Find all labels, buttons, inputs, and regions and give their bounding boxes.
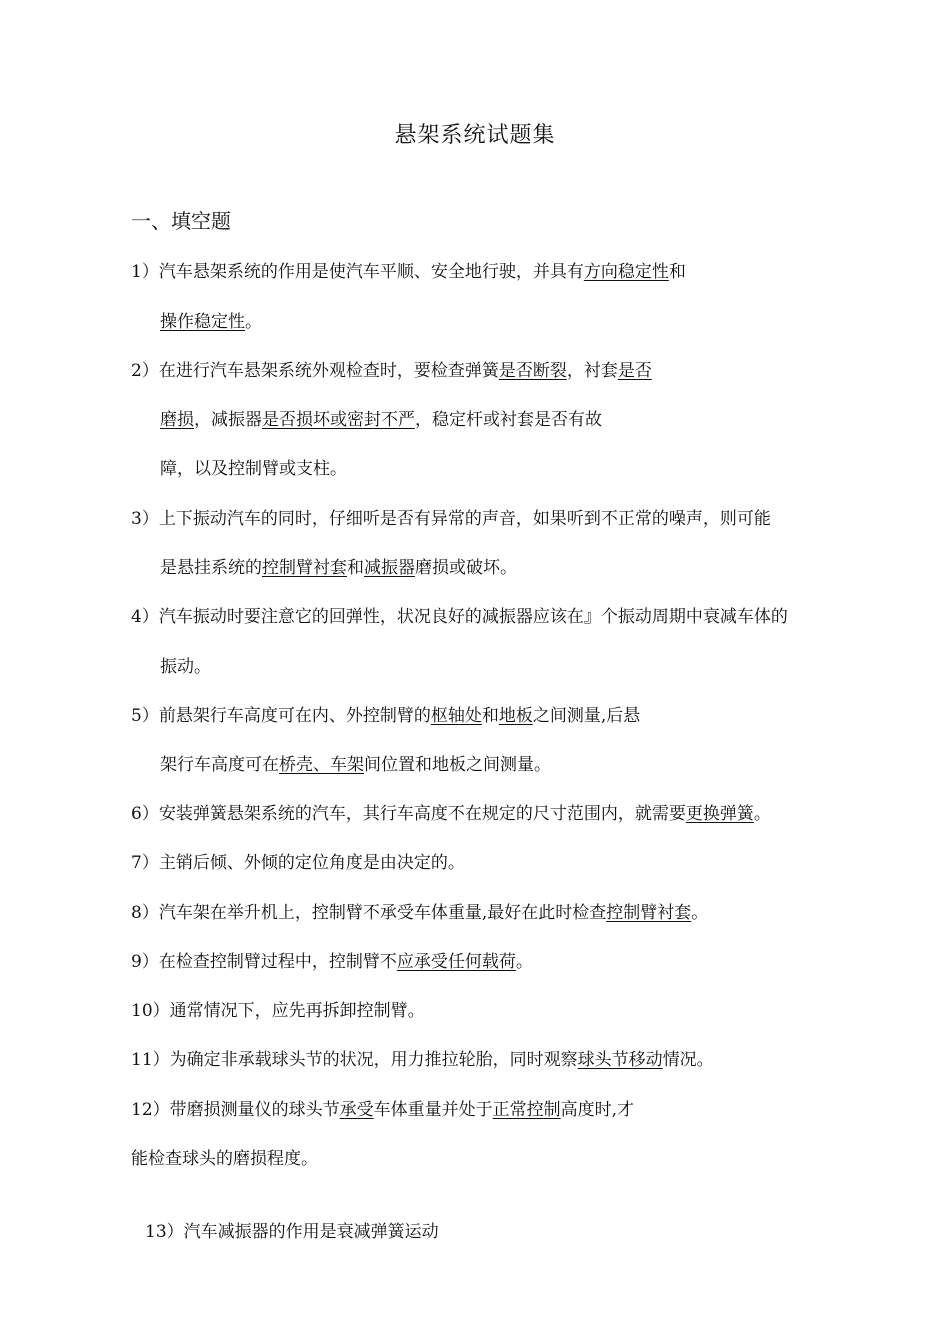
answer-underlined: 磨损 — [160, 410, 194, 430]
text-segment: 13）汽车减振器的作用是衰减弹簧运动 — [145, 1222, 439, 1242]
text-segment: 和 — [668, 262, 686, 282]
text-line — [131, 999, 425, 1023]
answer-underlined: 应承受任何载荷 — [396, 952, 516, 972]
text-line — [131, 1048, 714, 1072]
text-segment: 1）汽车悬架系统的作用是使汽车平顺、安全地行驶，并具有 — [131, 262, 584, 282]
text-line — [131, 359, 652, 383]
text-line — [131, 507, 771, 531]
text-segment: 6）安装弹簧悬架系统的汽车，其行车高度不在规定的尺寸范围内，就需要 — [131, 804, 686, 824]
text-segment: 间位置和地板之间测量。 — [364, 755, 551, 775]
text-segment: 车体重量并处于 — [373, 1100, 493, 1120]
text-segment: 。 — [245, 312, 262, 332]
answer-underlined: 控制臂衬套 — [606, 903, 692, 923]
text-segment: 。 — [753, 804, 771, 824]
text-line — [131, 950, 533, 974]
answer-underlined: 是否损坏或密封不严 — [262, 410, 415, 430]
text-line — [131, 901, 708, 925]
text-segment: 11）为确定非承载球头节的状况，用力推拉轮胎，同时观察 — [131, 1050, 578, 1070]
text-line — [131, 851, 465, 875]
answer-underlined: 球头节移动 — [577, 1050, 663, 1070]
text-segment: 振动。 — [160, 657, 211, 677]
text-segment: 高度时,才 — [560, 1100, 635, 1120]
text-segment: 情况。 — [662, 1050, 714, 1070]
answer-underlined: 正常控制 — [492, 1100, 561, 1120]
text-line — [160, 408, 602, 432]
answer-underlined: 是否断裂 — [498, 361, 567, 381]
answer-underlined: 承受 — [339, 1100, 374, 1120]
text-segment: 能检查球头的磨损程度。 — [131, 1149, 318, 1169]
text-line — [131, 260, 686, 284]
text-segment: ，减振器 — [194, 410, 262, 430]
text-segment: 4）汽车振动时要注意它的回弹性，状况良好的减振器应该在』个振动周期中衰减车体的 — [131, 607, 788, 627]
text-line — [131, 1098, 634, 1122]
answer-underlined: 更换弹簧 — [685, 804, 754, 824]
answer-underlined: 桥壳、车架 — [279, 755, 364, 775]
text-segment: 磨损或破坏。 — [415, 558, 517, 578]
section-heading: 一、填空题 — [131, 209, 231, 233]
text-segment: 7）主销后倾、外倾的定位角度是由决定的。 — [131, 853, 465, 873]
text-segment: 10）通常情况下，应先再拆卸控制臂。 — [131, 1001, 425, 1021]
answer-underlined: 枢轴处 — [430, 706, 482, 726]
text-segment: ，稳定杆或衬套是否有故 — [415, 410, 602, 430]
text-line — [131, 704, 640, 728]
text-line — [131, 605, 788, 629]
answer-underlined: 地板 — [498, 706, 533, 726]
text-segment: ，衬套 — [566, 361, 618, 381]
text-segment: 架行车高度可在 — [160, 755, 279, 775]
answer-underlined: 减振器 — [364, 558, 415, 578]
text-line — [160, 457, 347, 481]
text-segment: 8）汽车架在举升机上，控制臂不承受车体重量,最好在此时检查 — [131, 903, 607, 923]
text-line — [160, 753, 551, 777]
text-segment: 12）带磨损测量仪的球头节 — [131, 1100, 340, 1120]
text-segment: 3）上下振动汽车的同时，仔细听是否有异常的声音，如果听到不正常的噪声，则可能 — [131, 509, 771, 529]
text-segment: 之间测量,后悬 — [532, 706, 641, 726]
text-segment: 。 — [515, 952, 533, 972]
text-segment: 障，以及控制臂或支柱。 — [160, 459, 347, 479]
text-segment: 和 — [481, 706, 499, 726]
answer-underlined: 方向稳定性 — [583, 262, 669, 282]
text-segment: 5）前悬架行车高度可在内、外控制臂的 — [131, 706, 431, 726]
text-segment: 9）在检查控制臂过程中，控制臂不 — [131, 952, 397, 972]
text-line — [131, 1147, 318, 1171]
page-title: 悬架系统试题集 — [394, 123, 556, 148]
text-line — [160, 310, 262, 334]
answer-underlined: 操作稳定性 — [160, 312, 245, 332]
text-segment: 。 — [691, 903, 709, 923]
text-line — [131, 802, 771, 826]
text-line — [160, 556, 517, 580]
answer-underlined: 控制臂衬套 — [262, 558, 347, 578]
text-segment: 是悬挂系统的 — [160, 558, 262, 578]
answer-underlined: 是否 — [617, 361, 652, 381]
text-segment: 和 — [347, 558, 364, 578]
text-line — [145, 1220, 439, 1244]
text-line — [160, 655, 211, 679]
text-segment: 2）在进行汽车悬架系统外观检查时，要检查弹簧 — [131, 361, 499, 381]
